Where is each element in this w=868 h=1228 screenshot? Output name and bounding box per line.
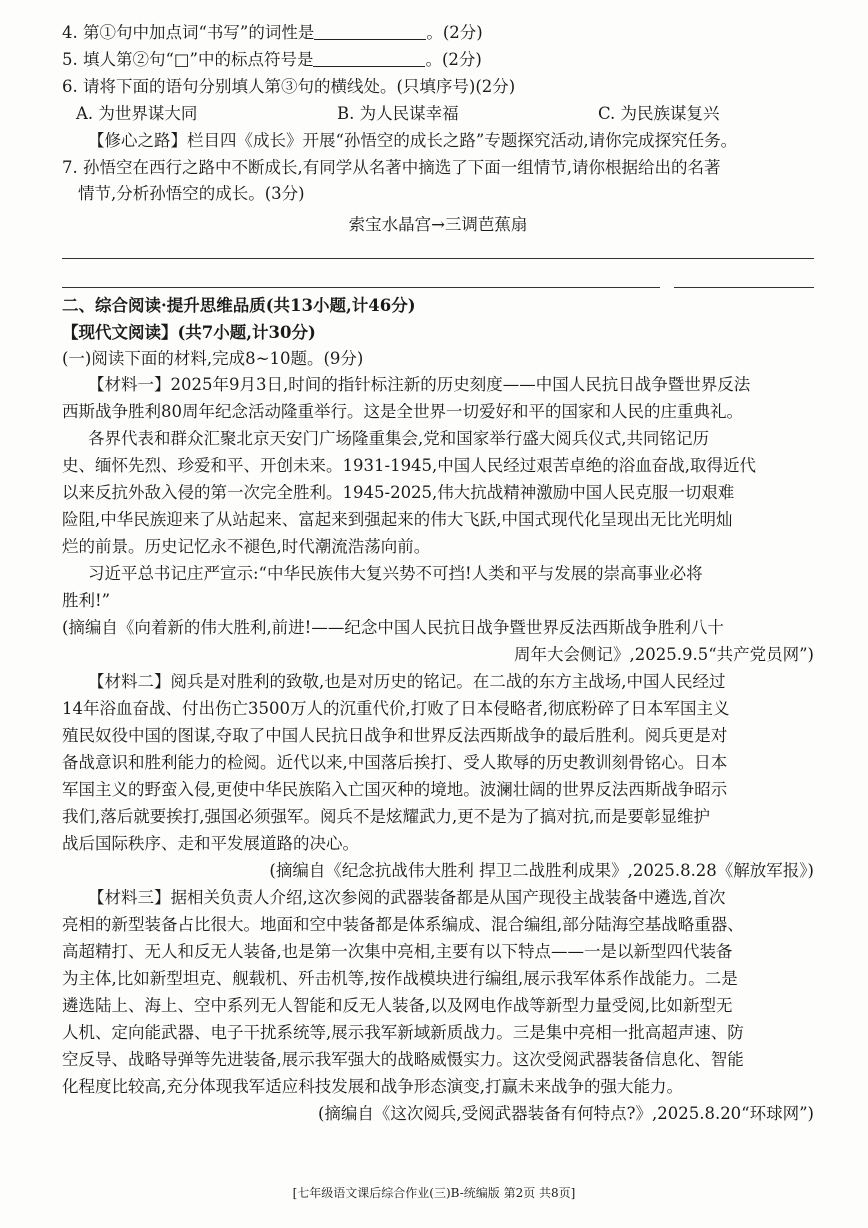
- material-1-line: 史、缅怀先烈、珍爱和平、开创未来。1931-1945,中国人民经过艰苦卓绝的浴血奋战,取得近代: [62, 456, 757, 475]
- material-3-line: 【材料三】据相关负责人介绍,这次参阅的武器装备都是从国产现役主战装备中遴选,首次: [88, 888, 726, 907]
- section-intro: 【修心之路】栏目四《成长》开展“孙悟空的成长之路”专题探究活动,请你完成探究任务。: [88, 131, 738, 150]
- material-3-line: 人机、定向能武器、电子干扰系统等,展示我军新域新质战力。三是集中亮相一批高超声速、防: [62, 1023, 744, 1042]
- plot-sequence: 索宝水晶宫→三调芭蕉扇: [348, 215, 528, 234]
- material-1-quote: 习近平总书记庄严宣示:“中华民族伟大复兴势不可挡!人类和平与发展的崇高事业必将: [88, 564, 703, 583]
- material-3-line: 空反导、战略导弹等先进装备,展示我军强大的战略威慑实力。这次受阅武器装备信息化、智能: [62, 1050, 744, 1069]
- question-5-text: 5. 填人第②句“□”中的标点符号是: [62, 50, 314, 69]
- question-5: [62, 47, 482, 73]
- material-3-line: 亮相的新型装备占比很大。地面和空中装备都是体系编成、混合编组,部分陆海空基战略重器、: [62, 915, 744, 934]
- material-1-quote-end: 胜利!”: [62, 591, 111, 610]
- option-b: B. 为人民谋幸福: [337, 104, 459, 123]
- option-c: C. 为民族谋复兴: [598, 104, 720, 123]
- question-5-score: 。(2分): [425, 50, 482, 69]
- material-2-line: 殖民奴役中国的图谋,夺取了中国人民抗日战争和世界反法西斯战争的最后胜利。阅兵更是对: [62, 726, 728, 745]
- answer-blank-4[interactable]: [314, 23, 426, 40]
- question-7-line1: 7. 孙悟空在西行之路中不断成长,有同学从名著中摘选了下面一组情节,请你根据给出的名著: [62, 158, 721, 177]
- material-1-line: 西斯战争胜利80周年纪念活动隆重举行。这是全世界一切爱好和平的国家和人民的庄重典礼。: [62, 402, 743, 421]
- question-6-stem: 6. 请将下面的语句分别填人第③句的横线处。(只填序号)(2分): [62, 77, 516, 96]
- material-3-source: (摘编自《这次阅兵,受阅武器装备有何特点?》,2025.8.20“环球网”): [317, 1104, 814, 1123]
- material-2-line: 【材料二】阅兵是对胜利的致敬,也是对历史的铭记。在二战的东方主战场,中国人民经过: [88, 672, 726, 691]
- answer-blank-5[interactable]: [313, 50, 425, 67]
- material-1-line: 【材料一】2025年9月3日,时间的指针标注新的历史刻度——中国人民抗日战争暨世界反法: [88, 375, 751, 394]
- material-2-line: 军国主义的野蛮入侵,更使中华民族陷入亡国灭种的境地。波澜壮阔的世界反法西斯战争昭示: [62, 780, 728, 799]
- material-2-line: 战后国际秩序、走和平发展道路的决心。: [62, 834, 359, 853]
- material-1-line: 各界代表和群众汇聚北京天安门广场隆重集会,党和国家举行盛大阅兵仪式,共同铭记历: [88, 429, 709, 448]
- option-a: A. 为世界谋大同: [76, 104, 198, 123]
- material-1-source-end: 周年大会侧记》,2025.9.5“共产党员网”): [513, 645, 814, 664]
- question-7-line2: 情节,分析孙悟空的成长。(3分): [78, 184, 305, 203]
- material-2-source: (摘编自《纪念抗战伟大胜利 捍卫二战胜利成果》,2025.8.28《解放军报》): [269, 861, 814, 880]
- question-4-score: 。(2分): [426, 23, 483, 42]
- material-3-line: 化程度比较高,充分体现我军适应科技发展和战争形态演变,打赢未来战争的强大能力。: [62, 1077, 683, 1096]
- material-2-line: 我们,落后就要挨打,强国必须强军。阅兵不是炫耀武力,更不是为了搞对抗,而是要彰显维护: [62, 807, 710, 826]
- modern-reading-title: 【现代文阅读】(共7小题,计30分): [62, 323, 316, 342]
- answer-line-2[interactable]: [62, 287, 660, 288]
- answer-line-1[interactable]: [62, 258, 814, 259]
- question-4: [62, 20, 483, 46]
- material-3-line: 高超精打、无人和反无人装备,也是第一次集中亮相,主要有以下特点——一是以新型四代装备: [62, 942, 733, 961]
- subsection-1-title: (一)阅读下面的材料,完成8~10题。(9分): [62, 349, 364, 368]
- material-3-line: 遴选陆上、海上、空中系列无人智能和反无人装备,以及网电作战等新型力量受阅,比如新型无: [62, 996, 733, 1015]
- part-2-title: 二、综合阅读·提升思维品质(共13小题,计46分): [62, 296, 416, 315]
- material-2-line: 14年浴血奋战、付出伤亡3500万人的沉重代价,打败了日本侵略者,彻底粉碎了日本军国主义: [62, 699, 730, 718]
- page-footer: [七年级语文课后综合作业(三)B-统编版 第2页 共8页]: [292, 1186, 576, 1200]
- answer-line-3[interactable]: [674, 287, 814, 288]
- material-1-line: 烂的前景。历史记忆永不褪色,时代潮流浩荡向前。: [62, 537, 431, 556]
- material-1-line: 险阻,中华民族迎来了从站起来、富起来到强起来的伟大飞跃,中国式现代化呈现出无比光明灿: [62, 510, 733, 529]
- material-3-line: 为主体,比如新型坦克、舰载机、歼击机等,按作战模块进行编组,展示我军体系作战能力。二是: [62, 969, 738, 988]
- material-1-line: 以来反抗外敌入侵的第一次完全胜利。1945-2025,伟大抗战精神激励中国人民克服一切艰难: [62, 483, 735, 502]
- question-4-text: 4. 第①句中加点词“书写”的词性是: [62, 23, 315, 42]
- material-2-line: 备战意识和胜利能力的检阅。近代以来,中国落后挨打、受人欺辱的历史教训刻骨铭心。日本: [62, 753, 728, 772]
- material-1-source: (摘编自《向着新的伟大胜利,前进!——纪念中国人民抗日战争暨世界反法西斯战争胜利八十: [62, 618, 724, 637]
